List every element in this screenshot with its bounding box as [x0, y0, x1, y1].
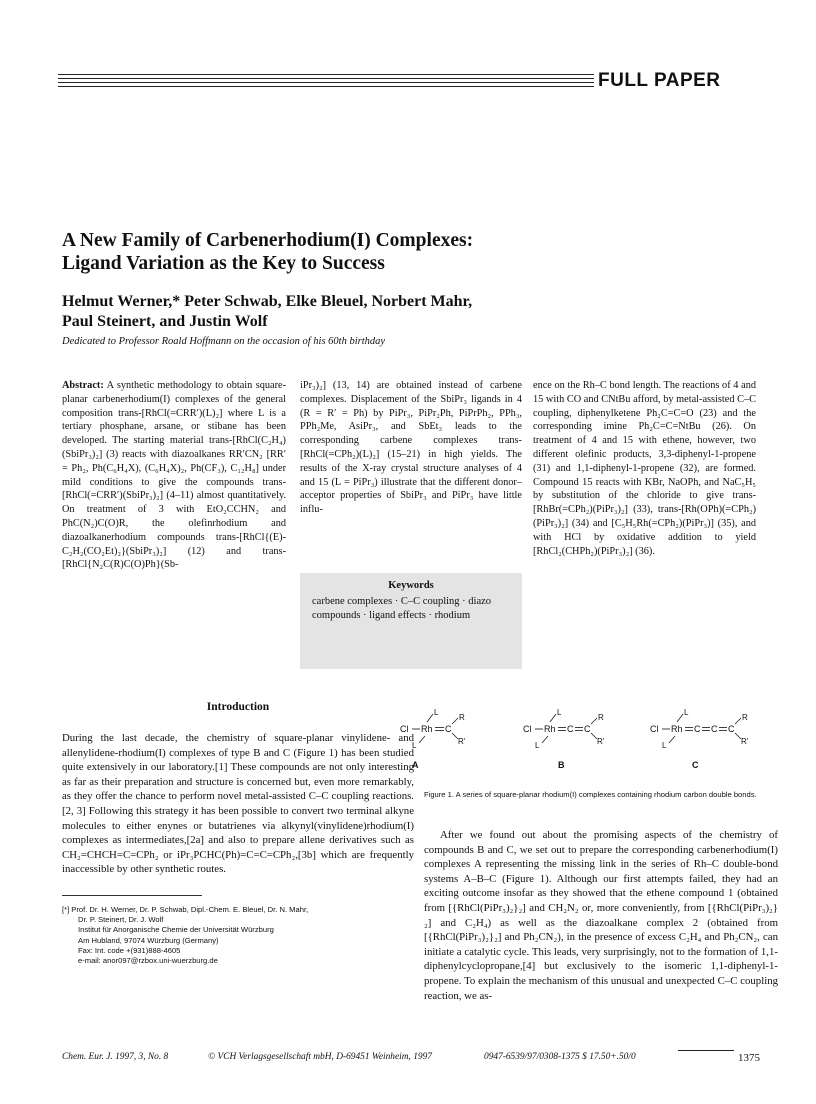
page-number-rule — [678, 1050, 734, 1051]
struct-b-c2: C — [584, 724, 591, 734]
label-c: C — [692, 760, 699, 770]
struct-c-l-bond-bottom — [669, 736, 675, 743]
keywords-title: Keywords — [388, 580, 434, 591]
struct-c-r-bond — [735, 718, 741, 724]
footer-journal: Chem. Eur. J. 1997, 3, No. 8 — [62, 1052, 169, 1062]
footnote-line: Dr. P. Steinert, Dr. J. Wolf — [78, 915, 164, 925]
abstract-label: Abstract: — [62, 380, 104, 391]
author-list — [62, 292, 582, 332]
struct-c-l-top: L — [684, 708, 689, 717]
dedication: Dedicated to Professor Roald Hoffmann on the occasion of his 60th birthday — [62, 336, 386, 347]
title-line-1: A New Family of Carbenerhodium(I) Complexes: — [62, 230, 474, 251]
struct-b-l-top: L — [557, 708, 562, 717]
struct-b-r2: R' — [597, 737, 605, 746]
footnote-line: Am Hubland, 97074 Würzburg (Germany) — [78, 935, 219, 945]
struct-b-cl: Cl — [523, 724, 532, 734]
introduction-heading: Introduction — [206, 701, 270, 713]
struct-a-l-bottom: L — [412, 741, 417, 750]
struct-c-l-bottom: L — [662, 741, 667, 750]
paper-title — [62, 229, 582, 275]
authors-line-1: Helmut Werner,* Peter Schwab, Elke Bleuel, Norbert Mahr, — [62, 293, 473, 310]
struct-c-r2: R' — [741, 737, 749, 746]
abstract-column-1 — [62, 379, 286, 572]
struct-a-l-bond-top — [427, 714, 433, 722]
author-affiliation-footnote — [62, 905, 412, 966]
title-line-2: Ligand Variation as the Key to Success — [62, 253, 385, 274]
footnote-line: Institut für Anorganische Chemie der Universität Würzburg — [78, 925, 274, 935]
authors-line-2: Paul Steinert, and Justin Wolf — [62, 313, 268, 330]
footer-code: 0947-6539/97/0308-1375 $ 17.50+.50/0 — [484, 1052, 636, 1062]
footnote-line: [*] Prof. Dr. H. Werner, Dr. P. Schwab, Dipl.-Chem. E. Bleuel, Dr. N. Mahr, — [62, 905, 309, 914]
footnote-rule — [62, 895, 202, 896]
footnote-line: e-mail: anor097@rzbox.uni-wuerzburg.de — [78, 956, 218, 966]
intro-text-left: During the last decade, the chemistry of square-planar vinylidene- and allenylidene-rhodium(I) complexes of type B and C (Figure 1) has been studied quite extensively in our laboratory.[1] These compounds are not only interesting as far as their preparation and structure is concerned but, even more remarkably, as they offer the chance to perform novel metal-assisted C–C coupling reactions.[2, 3] Following this strategy it has been possible to convert two terminal alkyne molecules to either enynes or butatrienes via alkynyl(vinylidene)rhodium(I) complexes as intermediates,[2a] and also to prepare allene derivatives such as CH₂=CHCH=C=CPh₂ or iPr₃PCHC(Ph)=C=C=CPh₂,[3b] which are frequently inaccessible by other synthetic routes. — [62, 732, 414, 876]
struct-c-c2: C — [711, 724, 718, 734]
struct-a-c: C — [445, 724, 452, 734]
struct-a-l-top: L — [434, 708, 439, 717]
struct-a-r: R — [459, 713, 465, 722]
struct-b-l-bottom: L — [535, 741, 540, 750]
intro-column-right — [424, 828, 778, 1003]
figure-1-structures — [398, 706, 778, 776]
struct-b-l-bond-top — [550, 714, 556, 722]
intro-text-right: After we found out about the promising aspects of the chemistry of compounds B and C, we set out to prepare the corresponding carbenerhodium(I) complexes A representing the missing link in the series of Rh–C double-bond systems A–B–C (Figure 1). Although our first attempts failed, they had an exciting outcome insofar as they showed that the ethene compound 1 (obtained from [{RhCl(PiPr₃)₂}₂] and CH₂N₂ or, more conveniently, from [{RhCl(PiPr₃)₂}₂] and C₂H₄) as well as the diazoalkane complex 2 (obtained from [{RhCl(PiPr₃)₂}₂] and Ph₂CN₂), in the presence of excess C₂H₄ and Ph₂CN₂, can initiate a catalytic cycle. This leads, very surprisingly, not to the formation of 1,1-diphenylcyclopropane,[4] but exclusively to the isomeric 1,1-diphenyl-1-propene. To explain the mechanism of this unusual and unexpected C–C coupling reaction, we as- — [424, 829, 778, 1002]
footnote-line: Fax: Int. code +(931)888-4605 — [78, 945, 181, 955]
struct-a-l-bond-bottom — [419, 736, 425, 743]
struct-b-c1: C — [567, 724, 574, 734]
intro-column-left — [62, 731, 414, 877]
struct-a-rh: Rh — [421, 724, 433, 734]
keywords-box — [300, 573, 522, 669]
struct-c-l-bond-top — [677, 714, 683, 722]
struct-b-rh: Rh — [544, 724, 556, 734]
label-b: B — [558, 760, 565, 770]
abstract-text-3: ence on the Rh–C bond length. The reactions of 4 and 15 with CO and CNtBu afford, by metal-assisted C–C coupling, diphenylketene Ph₂C=C=O (23) and the corresponding imine Ph₂C=C=NtBu (26). On treatment of 4 and 15 with ethene, however, two different olefinic products, 3,3-diphenyl-1-propene (31) and 1,1-diphenyl-1-propene (32), are formed. Compound 15 reacts with KBr, NaOPh, and NaC₅H₅ by substitution of the chloride to give trans-[RhBr(=CPh₂)(PiPr₃)₂] (33), trans-[Rh(OPh)(=CPh₂)(PiPr₃)₂] (34) and [C₅H₅Rh(=CPh₂)(PiPr₃)] (35), and with HCl by oxidative addition to yield [RhCl₂(CHPh₂)(PiPr₃)₂] (36). — [533, 380, 756, 557]
header-rule — [58, 74, 594, 90]
struct-c-c1: C — [694, 724, 701, 734]
abstract-text-1: A synthetic methodology to obtain square-planar carbenerhodium(I) complexes of the general composition trans-[RhCl(=CRR′)(L)₂] where L is a tertiary phosphane, arsane, or stibane has been developed. The starting material trans-[RhCl(C₂H₄)(SbiPr₃)₂] (3) reacts with diazoalkanes RR′CN₂ [RR′ = Ph₂, Ph(C₆H₄X), (C₆H₄X)₂, Ph(CF₃), C₁₂H₈] under mild conditions to give the compounds trans-[RhCl(=CRR′)(SbiPr₃)₂] (4–11) almost quantitatively. On treatment of 3 with EtO₂CCHN₂ and PhC(N₂)C(O)R, the olefinrhodium and diazoalkanerhodium compounds trans-[RhCl{(E)-C₂H₂(CO₂Et)₂}(SbiPr₃)₂] (12) and trans-[RhCl{N₂C(R)C(O)Ph}(Sb- — [62, 380, 286, 571]
abstract-column-3 — [533, 379, 756, 558]
struct-b-l-bond-bottom — [542, 736, 548, 743]
struct-a-r-bond — [452, 718, 458, 724]
footer-publisher: © VCH Verlagsgesellschaft mbH, D-69451 Weinheim, 1997 — [208, 1052, 432, 1062]
figure-1-caption: Figure 1. A series of square-planar rhodium(I) complexes containing rhodium carbon double bonds. — [424, 790, 757, 799]
struct-b-r: R — [598, 713, 604, 722]
struct-c-c3: C — [728, 724, 735, 734]
abstract-column-2 — [300, 379, 522, 517]
struct-a-r2: R' — [458, 737, 466, 746]
abstract-text-2: iPr₃)₂] (13, 14) are obtained instead of carbene complexes. Displacement of the SbiPr₃ ligands in 4 (R = R′ = Ph) by PiPr₃, PiPr₂Ph, PiPrPh₂, PPh₃, PPh₂Me, AsiPr₃, and SbEt₃ leads to the corresponding carbene complexes trans-[RhCl(=CPh₂)(L)₂] (15–21) in high yields. The results of the X-ray crystal structure analyses of 4 and 15 (L = PiPr₃) illustrate that the different donor–acceptor properties of SbiPr₃ and PiPr₃ have little influ- — [300, 380, 522, 516]
page-number: 1375 — [738, 1052, 760, 1064]
struct-c-r: R — [742, 713, 748, 722]
struct-b-r-bond — [591, 718, 597, 724]
keywords-list: carbene complexes · C–C coupling · diazo compounds · ligand effects · rhodium — [312, 596, 492, 621]
struct-c-rh: Rh — [671, 724, 683, 734]
struct-c-cl: Cl — [650, 724, 659, 734]
section-label: FULL PAPER — [598, 70, 721, 91]
label-a: A — [412, 760, 419, 770]
struct-a-cl: Cl — [400, 724, 409, 734]
